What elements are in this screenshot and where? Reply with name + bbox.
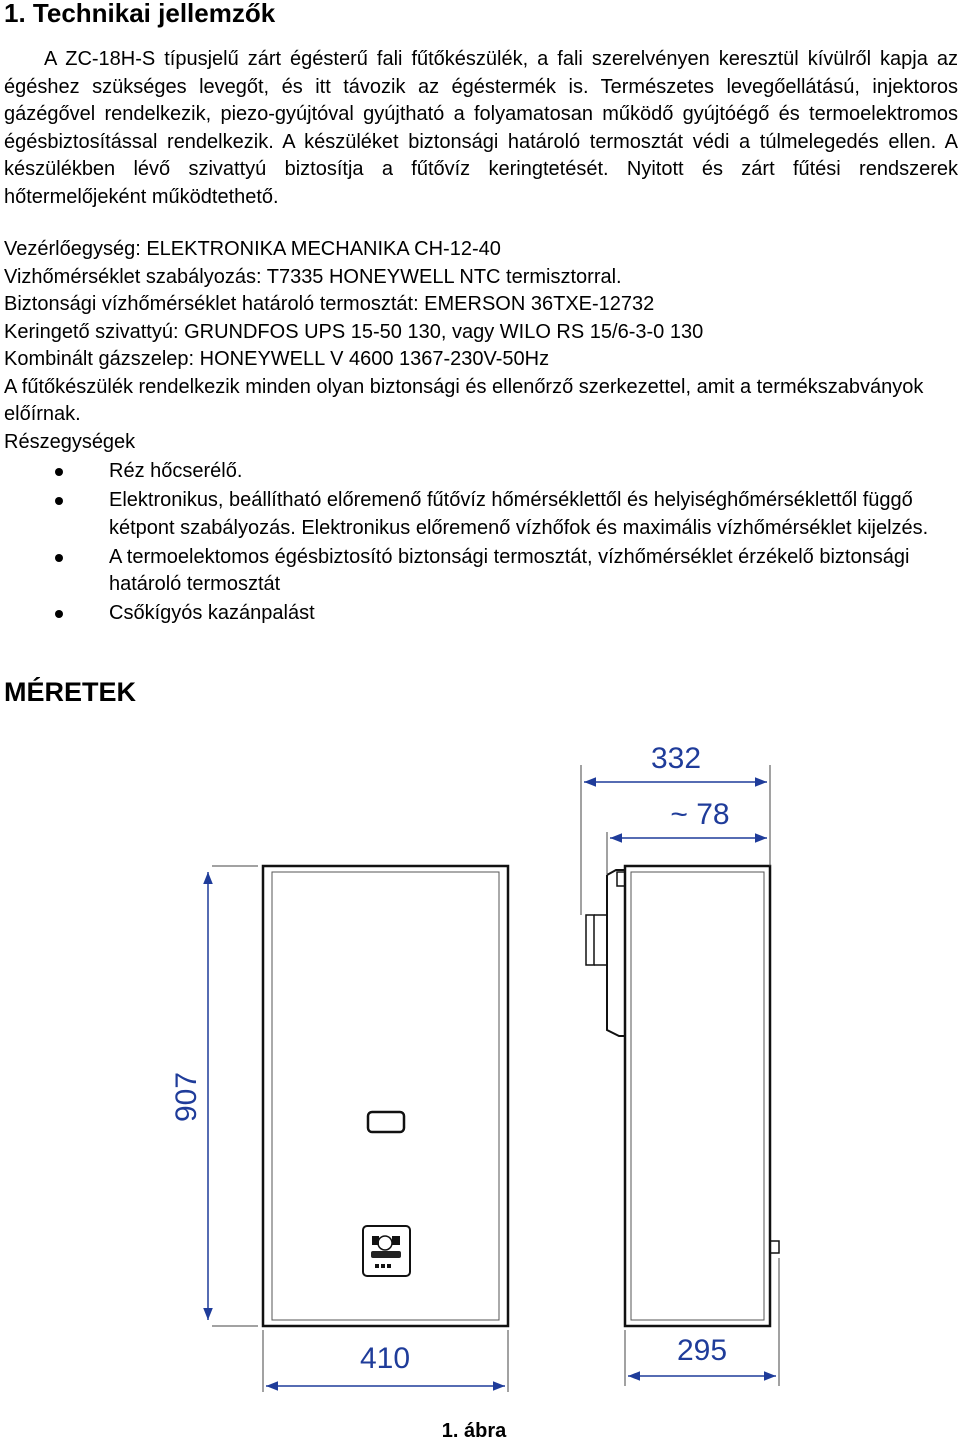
display-window: [368, 1112, 404, 1132]
bullet-icon: [55, 468, 63, 476]
dimension-label-side-width: 332: [650, 742, 702, 775]
dimension-label-depth-approx: ~ 78: [670, 798, 730, 831]
front-view: [263, 866, 508, 1326]
dimension-label-bottom-depth: 295: [676, 1334, 728, 1367]
components-heading: Részegységek: [4, 430, 136, 453]
list-item: Csőkígyós kazánpalást: [0, 600, 960, 628]
figure-caption: 1. ábra: [441, 1420, 507, 1442]
thermometer-icon: [372, 1236, 379, 1245]
dimension-label-front-width: 410: [359, 1342, 411, 1375]
side-outline: [625, 866, 770, 1326]
function-indicator: [371, 1251, 401, 1258]
spec-gas-valve: Kombinált gázszelep: HONEYWELL V 4600 1367-230V-50Hz: [4, 348, 550, 370]
spec-safety-devices: A fűtőkészülék rendelkezik minden olyan biztonsági és ellenőrző szerkezettel, amit a termékszabványok előírnak.: [4, 375, 924, 425]
side-view: [586, 866, 779, 1326]
dimension-drawing: [0, 720, 960, 1420]
control-panel: [363, 1226, 410, 1276]
dimension-label-height: 907: [170, 1071, 203, 1123]
dimension-bottom-depth: [625, 1258, 779, 1386]
intro-paragraph: A ZC-18H-S típusjelű zárt égésterű fali fűtőkészülék, a fali szerelvényen keresztül kívülről kapja az égéshez szükséges levegőt, és itt távozik az égéstermék is. Természetes levegőellátású, injektoros gázégővel rendelkezik, piezo-gyújtóval gyújtható a folyamatosan működő gyújtóégő és termoelektromos égésbiztosítással rendelkezik. A készüléket biztonsági határoló termosztát védi a túlmelegedés ellen. A készülékben lévő szivattyú biztosítja a fűtővíz keringtetését. Nyitott és zárt fűtési rendszerek hőtermelőjeként működtethető.: [4, 48, 958, 208]
dimensions-heading: MÉRETEK: [4, 677, 137, 707]
spec-circulation-pump: Keringető szivattyú: GRUNDFOS UPS 15-50 130, vagy WILO RS 15/6-3-0 130: [4, 320, 704, 343]
spec-water-temperature-control: Vizhőmérséklet szabályozás: T7335 HONEYWELL NTC termisztorral.: [4, 265, 622, 288]
list-item: A termoelektomos égésbiztosító biztonsági termosztát, vízhőmérséklet érzékelő biztonsági határoló termosztát: [0, 544, 960, 599]
list-item: Réz hőcserélő.: [0, 458, 960, 486]
side-connector: [770, 1241, 779, 1253]
dimension-depth-approx: [607, 798, 767, 875]
side-inner-line: [631, 872, 764, 1320]
bullet-icon: [55, 554, 63, 562]
mounting-bracket: [607, 875, 625, 1036]
dimension-height: [170, 866, 258, 1326]
list-item: Elektronikus, beállítható előremenő fűtővíz hőmérséklettől és helyiséghőmérséklettől függő kétpont szabályozás. Elektronikus előremenő vízhőfok és maximális vízhőmérséklet kijelzés.: [0, 487, 960, 542]
spec-list: [4, 236, 958, 456]
components-list: [0, 458, 960, 629]
spec-safety-thermostat: Biztonsági vízhőmérséklet határoló termosztát: EMERSON 36TXE-12732: [4, 293, 655, 315]
section-heading: 1. Technikai jellemzők: [4, 0, 276, 28]
bullet-icon: [55, 610, 63, 618]
control-knob-icon: [378, 1236, 392, 1250]
boiler-drawing-svg: [0, 720, 960, 1420]
flame-icon: [392, 1236, 400, 1245]
wall-bracket: [586, 915, 594, 965]
dimension-front-width: [263, 1330, 508, 1392]
spec-control-unit: Vezérlőegység: ELEKTRONIKA MECHANIKA CH-12-40: [4, 238, 501, 260]
bullet-icon: [55, 497, 63, 505]
